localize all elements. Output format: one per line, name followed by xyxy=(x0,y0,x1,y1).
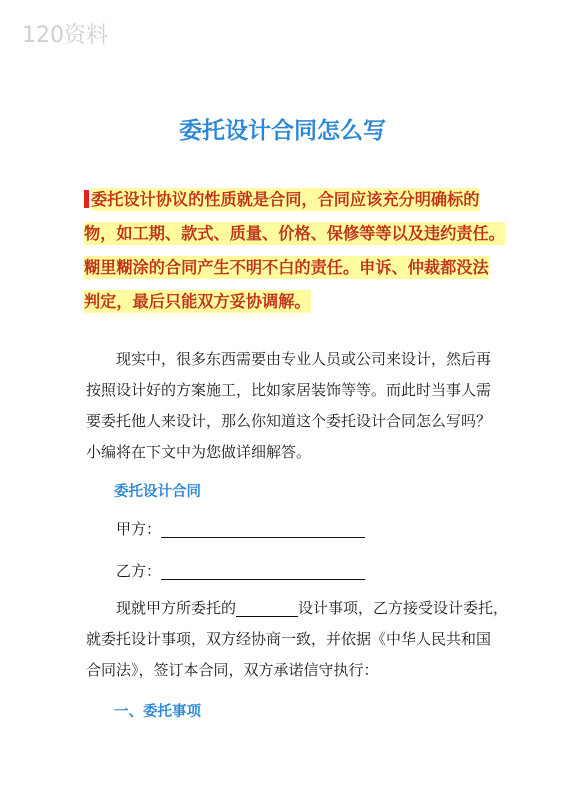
agreement-text: 现就甲方所委托的 xyxy=(116,599,237,617)
summary-highlight xyxy=(84,183,504,319)
marker-icon xyxy=(84,190,89,208)
party-a-field xyxy=(116,518,365,539)
summary-text: 糊里糊涂的合同产生不明不白的责任。申诉、仲裁都没法 xyxy=(84,258,489,277)
intro-line: 按照设计好的方案施工，比如家居装饰等等。而此时当事人需 xyxy=(86,381,492,399)
summary-line xyxy=(84,251,504,285)
party-b-blank xyxy=(161,565,365,580)
party-b-label: 乙方： xyxy=(116,562,162,580)
agreement-line xyxy=(86,593,509,624)
summary-text: 委托设计协议的性质就是合同，合同应该充分明确标的 xyxy=(91,190,480,209)
party-a-blank xyxy=(161,523,365,538)
design-item-blank xyxy=(236,602,298,617)
summary-line xyxy=(84,183,504,217)
agreement-line: 就委托设计事项，双方经协商一致，并依据《中华人民共和国 xyxy=(86,630,492,648)
agreement-line: 合同法》，签订本合同，双方承诺信守执行： xyxy=(86,661,379,679)
summary-line xyxy=(84,285,504,319)
summary-text: 物，如工期、款式、质量、价格、保修等等以及违约责任。 xyxy=(84,224,505,243)
watermark: 120资料 xyxy=(22,23,108,48)
intro-line: 现实中，很多东西需要由专业人员或公司来设计，然后再 xyxy=(116,350,492,368)
page-title: 委托设计合同怎么写 xyxy=(179,118,386,144)
summary-line xyxy=(84,217,504,251)
contract-heading: 委托设计合同 xyxy=(114,484,201,500)
intro-line: 小编将在下文中为您做详细解答。 xyxy=(86,443,312,461)
intro-line: 要委托他人来设计，那么你知道这个委托设计合同怎么写吗？ xyxy=(86,412,492,430)
summary-text: 判定，最后只能双方妥协调解。 xyxy=(84,292,311,311)
section-heading: 一、委托事项 xyxy=(114,704,201,720)
agreement-paragraph xyxy=(86,593,509,686)
agreement-text: 设计事项，乙方接受设计委托， xyxy=(298,599,509,617)
party-b-field xyxy=(116,560,365,581)
party-a-label: 甲方： xyxy=(116,520,162,538)
intro-paragraph xyxy=(86,344,496,468)
